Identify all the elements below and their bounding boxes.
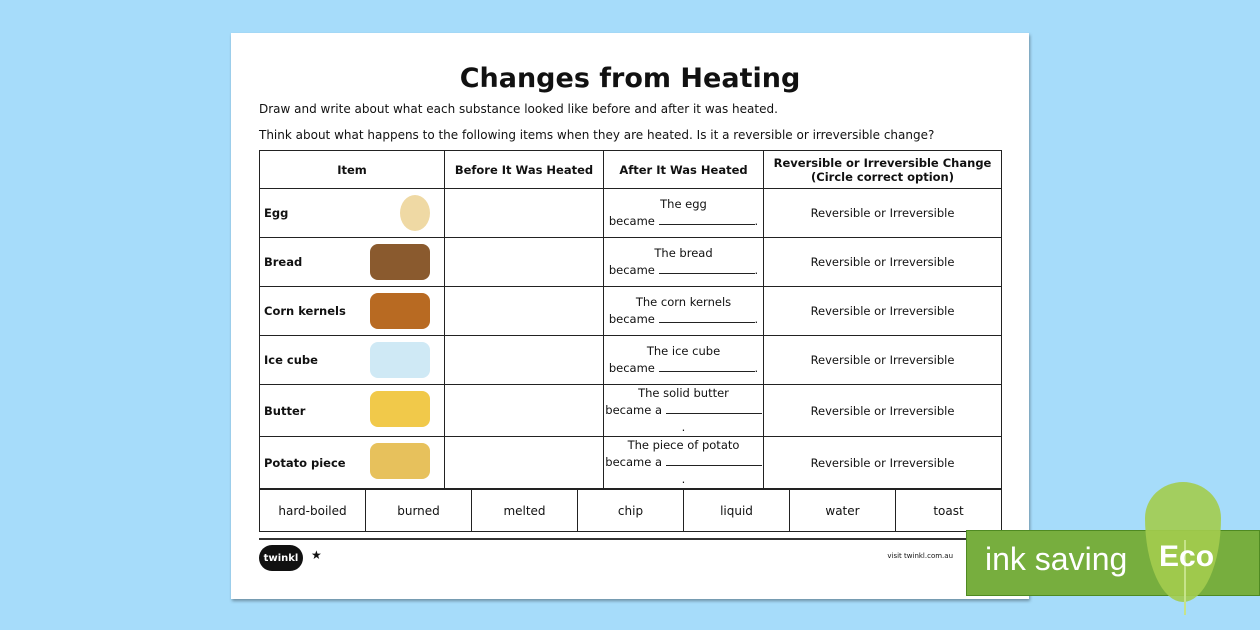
eco-label: Eco xyxy=(1159,540,1215,573)
after-cell: The bread became . xyxy=(604,238,764,287)
reversible-option[interactable]: Reversible or Irreversible xyxy=(764,336,1002,385)
header-before: Before It Was Heated xyxy=(445,151,604,189)
reversible-option[interactable]: Reversible or Irreversible xyxy=(764,287,1002,336)
visit-link[interactable]: visit twinkl.com.au xyxy=(887,552,953,560)
answer-blank[interactable] xyxy=(659,362,755,372)
instruction-1: Draw and write about what each substance looked like before and after it was heated. xyxy=(259,102,778,116)
answer-blank[interactable] xyxy=(659,264,755,274)
header-reversible: Reversible or Irreversible Change (Circle correct option) xyxy=(764,151,1002,189)
page-title: Changes from Heating xyxy=(459,63,801,94)
heating-table xyxy=(259,150,1002,489)
word-bank-item: water xyxy=(790,490,896,531)
header-after: After It Was Heated xyxy=(604,151,764,189)
item-picture xyxy=(370,391,430,427)
item-picture xyxy=(400,195,430,231)
reversible-option[interactable]: Reversible or Irreversible xyxy=(764,385,1002,437)
before-drawing-cell[interactable] xyxy=(445,385,604,437)
word-bank-item: melted xyxy=(472,490,578,531)
table-row xyxy=(260,336,1002,385)
item-cell: Bread xyxy=(260,238,445,287)
item-picture xyxy=(370,342,430,378)
after-cell: The corn kernels became . xyxy=(604,287,764,336)
worksheet xyxy=(231,33,1029,599)
word-bank-item: liquid xyxy=(684,490,790,531)
reversible-option[interactable]: Reversible or Irreversible xyxy=(764,238,1002,287)
reversible-option[interactable]: Reversible or Irreversible xyxy=(764,437,1002,489)
answer-blank[interactable] xyxy=(659,313,755,323)
table-row xyxy=(260,437,1002,489)
word-bank-item: burned xyxy=(366,490,472,531)
table-row xyxy=(260,385,1002,437)
before-drawing-cell[interactable] xyxy=(445,437,604,489)
before-drawing-cell[interactable] xyxy=(445,238,604,287)
item-cell: Potato piece xyxy=(260,437,445,489)
item-picture xyxy=(370,293,430,329)
answer-blank[interactable] xyxy=(666,404,762,414)
after-cell: The ice cube became . xyxy=(604,336,764,385)
reversible-option[interactable]: Reversible or Irreversible xyxy=(764,189,1002,238)
word-bank xyxy=(259,489,1002,532)
word-bank-item: chip xyxy=(578,490,684,531)
after-cell: The egg became . xyxy=(604,189,764,238)
footer-divider xyxy=(259,538,1002,540)
item-cell: Corn kernels xyxy=(260,287,445,336)
header-item: Item xyxy=(260,151,445,189)
table-row xyxy=(260,189,1002,238)
word-bank-item: hard-boiled xyxy=(260,490,366,531)
after-cell: The piece of potato became a . xyxy=(604,437,764,489)
star-icon: ★ xyxy=(311,548,322,562)
item-picture xyxy=(370,443,430,479)
before-drawing-cell[interactable] xyxy=(445,336,604,385)
word-bank-item: toast xyxy=(933,503,964,518)
answer-blank[interactable] xyxy=(666,456,762,466)
ink-saving-label: ink saving xyxy=(985,541,1128,577)
table-row xyxy=(260,238,1002,287)
item-cell: Butter xyxy=(260,385,445,437)
item-picture xyxy=(370,244,430,280)
before-drawing-cell[interactable] xyxy=(445,189,604,238)
answer-blank[interactable] xyxy=(659,215,755,225)
item-cell: Ice cube xyxy=(260,336,445,385)
twinkl-logo: twinkl xyxy=(259,545,303,571)
table-row xyxy=(260,287,1002,336)
instruction-2: Think about what happens to the following items when they are heated. Is it a reversible or irreversible change? xyxy=(259,128,935,142)
after-cell: The solid butter became a . xyxy=(604,385,764,437)
before-drawing-cell[interactable] xyxy=(445,287,604,336)
item-cell: Egg xyxy=(260,189,445,238)
